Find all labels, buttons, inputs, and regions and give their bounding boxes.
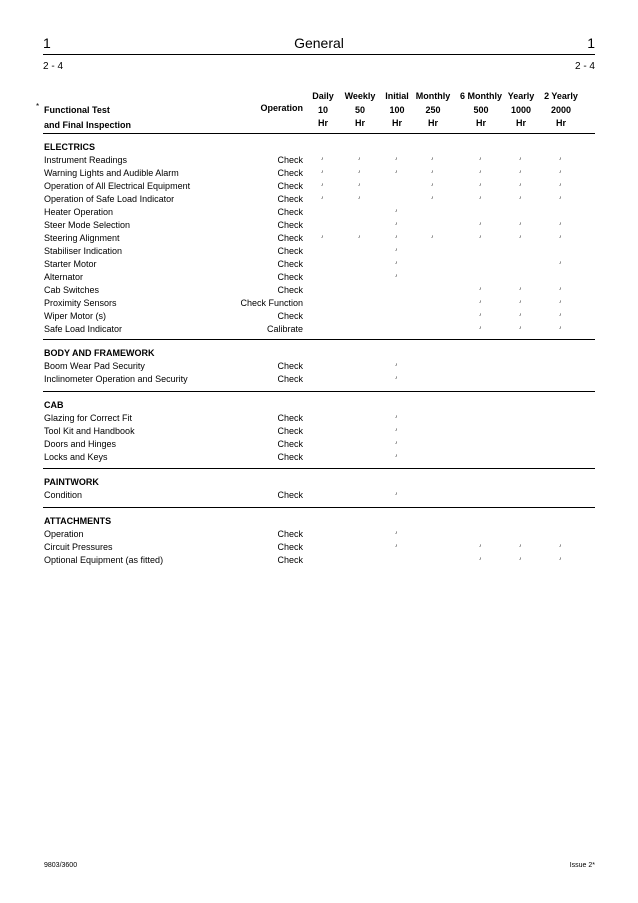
operation-cell: Check <box>277 168 303 178</box>
inspection-item: Doors and Hinges <box>44 439 117 449</box>
check-mark: ♪ <box>358 182 361 188</box>
functional-test-header-line-1: Functional Test <box>44 105 110 115</box>
check-mark: ♪ <box>559 556 562 562</box>
section-rule <box>43 391 595 392</box>
check-mark: ♪ <box>479 325 482 331</box>
check-mark: ♪ <box>479 156 482 162</box>
check-mark: ♪ <box>519 221 522 227</box>
table-row <box>44 298 596 311</box>
table-header-rule <box>43 133 595 134</box>
check-mark: ♪ <box>559 195 562 201</box>
operation-cell: Check <box>277 207 303 217</box>
check-mark: ♪ <box>519 195 522 201</box>
check-mark: ♪ <box>479 312 482 318</box>
check-mark: ♪ <box>395 453 398 459</box>
check-mark: ♪ <box>559 221 562 227</box>
chapter-number-left: 1 <box>43 35 51 51</box>
table-row <box>44 246 596 259</box>
operation-cell: Check <box>277 413 303 423</box>
check-mark: ♪ <box>479 299 482 305</box>
table-row <box>44 272 596 285</box>
check-mark: ♪ <box>519 556 522 562</box>
check-mark: ♪ <box>559 169 562 175</box>
inspection-item: Locks and Keys <box>44 452 108 462</box>
interval-header-line: 1000 <box>510 104 532 115</box>
operation-cell: Check <box>277 181 303 191</box>
check-mark: ♪ <box>519 286 522 292</box>
table-row <box>44 426 596 439</box>
operation-cell: Check <box>277 285 303 295</box>
inspection-item: Safe Load Indicator <box>44 324 123 334</box>
check-mark: ♪ <box>358 234 361 240</box>
operation-cell: Check <box>277 246 303 256</box>
interval-header-line: 100 <box>389 104 405 115</box>
check-mark: ♪ <box>519 182 522 188</box>
interval-header-line: 50 <box>354 104 365 115</box>
check-mark: ♪ <box>321 234 324 240</box>
inspection-item: Stabiliser Indication <box>44 246 123 256</box>
interval-header-line: 10 <box>317 104 328 115</box>
inspection-item: Instrument Readings <box>44 155 128 165</box>
inspection-item: Starter Motor <box>44 259 97 269</box>
inspection-item: Proximity Sensors <box>44 298 117 308</box>
operation-cell: Check <box>277 542 303 552</box>
check-mark: ♪ <box>519 543 522 549</box>
interval-header-line: Hr <box>427 118 438 128</box>
check-mark: ♪ <box>395 427 398 433</box>
table-row <box>44 181 596 194</box>
check-mark: ♪ <box>395 221 398 227</box>
check-mark: ♪ <box>559 260 562 266</box>
check-mark: ♪ <box>321 182 324 188</box>
interval-header-line: Hr <box>354 118 365 128</box>
operation-cell: Check <box>277 233 303 243</box>
interval-header-line: 2000 <box>550 104 572 115</box>
check-mark: ♪ <box>395 260 398 266</box>
section-rule <box>43 468 595 469</box>
check-mark: ♪ <box>395 543 398 549</box>
check-mark: ♪ <box>559 182 562 188</box>
operation-cell: Check Function <box>240 298 303 308</box>
interval-header-line: Hr <box>515 118 526 128</box>
interval-header-line: 250 <box>425 104 441 115</box>
section-title: ELECTRICS <box>44 142 96 152</box>
section-title: ATTACHMENTS <box>44 516 112 526</box>
check-mark: ♪ <box>431 169 434 175</box>
check-mark: ♪ <box>395 169 398 175</box>
operation-cell: Check <box>277 259 303 269</box>
inspection-item: Condition <box>44 490 83 500</box>
inspection-item: Glazing for Correct Fit <box>44 413 133 423</box>
page-title: General <box>294 35 344 51</box>
check-mark: ♪ <box>395 414 398 420</box>
check-mark: ♪ <box>321 156 324 162</box>
header-rule <box>43 54 595 55</box>
check-mark: ♪ <box>519 234 522 240</box>
interval-header <box>531 90 591 131</box>
inspection-item: Steer Mode Selection <box>44 220 131 230</box>
table-row <box>44 207 596 220</box>
section-title: CAB <box>44 400 64 410</box>
check-mark: ♪ <box>395 491 398 497</box>
operation-cell: Check <box>277 555 303 565</box>
check-mark: ♪ <box>559 286 562 292</box>
table-row <box>44 233 596 246</box>
check-mark: ♪ <box>431 156 434 162</box>
operation-cell: Check <box>277 220 303 230</box>
table-row <box>44 374 596 387</box>
operation-cell: Check <box>277 490 303 500</box>
check-mark: ♪ <box>395 440 398 446</box>
inspection-item: Boom Wear Pad Security <box>44 361 145 371</box>
operation-cell: Check <box>277 426 303 436</box>
check-mark: ♪ <box>479 221 482 227</box>
check-mark: ♪ <box>479 169 482 175</box>
operation-header: Operation <box>260 103 303 113</box>
interval-header-line: Hr <box>555 118 566 128</box>
operation-cell: Check <box>277 194 303 204</box>
check-mark: ♪ <box>559 543 562 549</box>
table-row <box>44 168 596 181</box>
operation-cell: Check <box>277 272 303 282</box>
operation-cell: Check <box>277 374 303 384</box>
check-mark: ♪ <box>519 156 522 162</box>
check-mark: ♪ <box>519 169 522 175</box>
check-mark: ♪ <box>321 195 324 201</box>
table-row <box>44 413 596 426</box>
operation-cell: Check <box>277 361 303 371</box>
table-row <box>44 542 596 555</box>
inspection-item: Tool Kit and Handbook <box>44 426 135 436</box>
check-mark: ♪ <box>519 299 522 305</box>
table-row <box>44 490 596 503</box>
inspection-item: Alternator <box>44 272 84 282</box>
check-mark: ♪ <box>358 195 361 201</box>
check-mark: ♪ <box>431 195 434 201</box>
check-mark: ♪ <box>479 182 482 188</box>
check-mark: ♪ <box>519 312 522 318</box>
inspection-item: Warning Lights and Audible Alarm <box>44 168 179 178</box>
inspection-item: Operation of All Electrical Equipment <box>44 181 191 191</box>
check-mark: ♪ <box>431 182 434 188</box>
page-number-left: 2 - 4 <box>43 61 64 72</box>
table-row <box>44 361 596 374</box>
interval-header-line: 2 Yearly <box>544 91 578 101</box>
check-mark: ♪ <box>559 156 562 162</box>
inspection-item: Operation <box>44 529 84 539</box>
check-mark: ♪ <box>431 234 434 240</box>
table-row <box>44 311 596 324</box>
page-number-right: 2 - 4 <box>574 61 595 72</box>
table-row <box>44 194 596 207</box>
check-mark: ♪ <box>395 234 398 240</box>
table-row <box>44 324 596 337</box>
interval-header-line: Daily <box>312 91 334 101</box>
check-mark: ♪ <box>358 169 361 175</box>
check-mark: ♪ <box>321 169 324 175</box>
check-mark: ♪ <box>395 530 398 536</box>
section-title: PAINTWORK <box>44 477 99 487</box>
interval-header-line: Weekly <box>344 91 376 101</box>
interval-header-line: Hr <box>391 118 402 128</box>
operation-cell: Check <box>277 155 303 165</box>
check-mark: ♪ <box>479 543 482 549</box>
interval-header-line: 500 <box>473 104 489 115</box>
inspection-item: Heater Operation <box>44 207 114 217</box>
inspection-item: Operation of Safe Load Indicator <box>44 194 175 204</box>
chapter-number-right: 1 <box>587 35 595 51</box>
interval-header-line: Hr <box>475 118 486 128</box>
operation-cell: Calibrate <box>266 324 303 334</box>
inspection-item: Cab Switches <box>44 285 100 295</box>
operation-cell: Check <box>277 439 303 449</box>
check-mark: ♪ <box>395 375 398 381</box>
table-row <box>44 285 596 298</box>
functional-test-header <box>36 102 132 133</box>
check-mark: ♪ <box>395 247 398 253</box>
inspection-item: Inclinometer Operation and Security <box>44 374 188 384</box>
change-asterisk: * <box>36 102 40 111</box>
inspection-item: Optional Equipment (as fitted) <box>44 555 164 565</box>
check-mark: ♪ <box>479 234 482 240</box>
section-rule <box>43 507 595 508</box>
table-row <box>44 439 596 452</box>
check-mark: ♪ <box>395 208 398 214</box>
issue-number: Issue 2* <box>569 862 595 869</box>
functional-test-header-line-2: and Final Inspection <box>44 120 132 130</box>
section-rule <box>43 339 595 340</box>
operation-cell: Check <box>277 529 303 539</box>
interval-header-line: Initial <box>385 91 409 101</box>
check-mark: ♪ <box>395 362 398 368</box>
inspection-item: Wiper Motor (s) <box>44 311 107 321</box>
interval-header-line: Yearly <box>507 91 535 101</box>
interval-header-line: 6 Monthly <box>460 91 502 101</box>
table-row <box>44 529 596 542</box>
doc-number: 9803/3600 <box>44 862 78 869</box>
interval-header-line: Hr <box>317 118 328 128</box>
check-mark: ♪ <box>358 156 361 162</box>
check-mark: ♪ <box>519 325 522 331</box>
check-mark: ♪ <box>559 312 562 318</box>
check-mark: ♪ <box>479 556 482 562</box>
table-row <box>44 155 596 168</box>
check-mark: ♪ <box>479 286 482 292</box>
inspection-item: Circuit Pressures <box>44 542 113 552</box>
inspection-item: Steering Alignment <box>44 233 120 243</box>
table-row <box>44 220 596 233</box>
check-mark: ♪ <box>395 156 398 162</box>
check-mark: ♪ <box>559 234 562 240</box>
table-row <box>44 259 596 272</box>
check-mark: ♪ <box>559 325 562 331</box>
interval-header-line: Monthly <box>415 91 451 101</box>
operation-cell: Check <box>277 311 303 321</box>
section-title: BODY AND FRAMEWORK <box>44 348 155 358</box>
operation-cell: Check <box>277 452 303 462</box>
check-mark: ♪ <box>559 299 562 305</box>
check-mark: ♪ <box>479 195 482 201</box>
table-row <box>44 452 596 465</box>
check-mark: ♪ <box>395 273 398 279</box>
table-row <box>44 555 596 568</box>
